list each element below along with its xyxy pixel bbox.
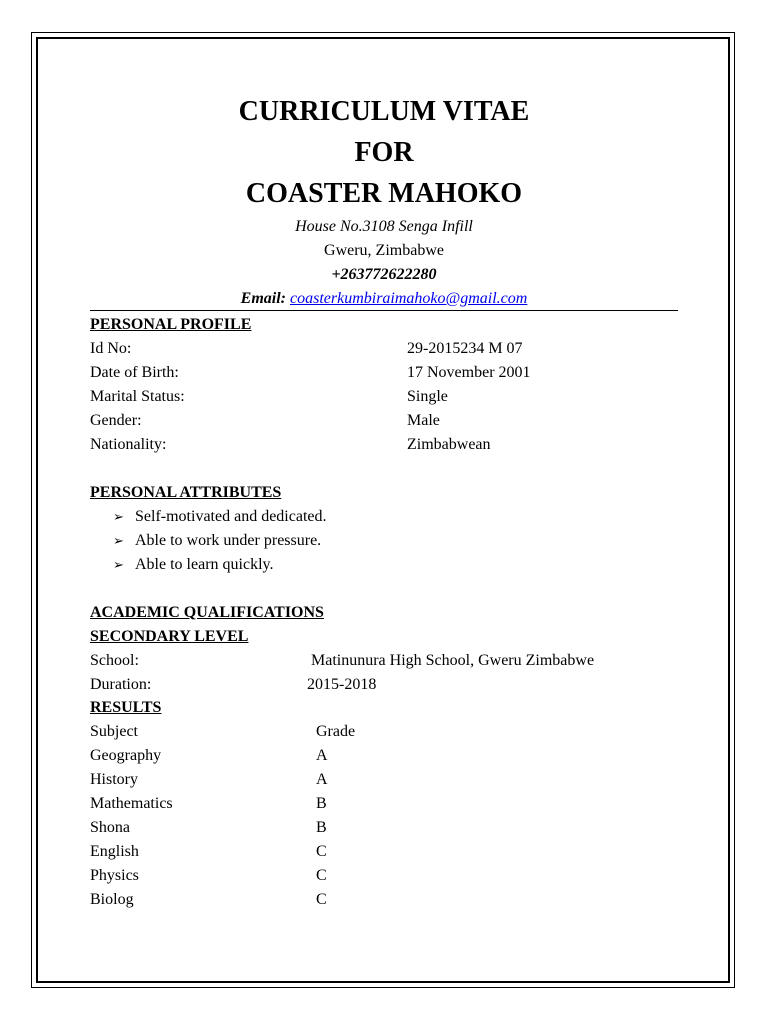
result-grade: B: [316, 819, 327, 836]
duration-label: Duration:: [90, 676, 152, 693]
result-subject: English: [90, 843, 139, 860]
result-subject: Shona: [90, 819, 130, 836]
profile-value: Single: [407, 388, 448, 405]
academic-heading: ACADEMIC QUALIFICATIONS: [90, 604, 324, 621]
result-subject: Geography: [90, 747, 162, 764]
attribute-text: Able to work under pressure.: [135, 532, 322, 549]
profile-value: 29-2015234 M 07: [407, 340, 523, 357]
phone-number: +263772622280: [331, 266, 437, 283]
result-grade: C: [316, 891, 327, 908]
address-line2: Gweru, Zimbabwe: [324, 242, 444, 259]
profile-value: 17 November 2001: [407, 364, 531, 381]
profile-value: Male: [407, 412, 440, 429]
cv-title-for: FOR: [354, 137, 414, 168]
attribute-text: Able to learn quickly.: [135, 556, 274, 573]
address-line1: House No.3108 Senga Infill: [295, 218, 473, 235]
result-grade: B: [316, 795, 327, 812]
profile-label: Nationality:: [90, 436, 167, 453]
arrow-bullet-icon: ➢: [113, 557, 124, 572]
result-grade: A: [316, 771, 328, 788]
school-label: School:: [90, 652, 139, 669]
email-label: Email:: [240, 290, 286, 307]
results-subject-header: Subject: [90, 723, 138, 740]
attribute-item: [113, 507, 326, 527]
personal-attributes-heading: PERSONAL ATTRIBUTES: [90, 484, 282, 501]
results-grade-header: Grade: [316, 723, 356, 740]
email-link[interactable]: coasterkumbiraimahoko@gmail.com: [289, 290, 528, 307]
results-heading: RESULTS: [90, 699, 162, 716]
profile-label: Gender:: [90, 412, 142, 429]
result-subject: Biolog: [90, 891, 134, 908]
school-value: Matinunura High School, Gweru Zimbabwe: [311, 652, 595, 669]
attribute-text: Self-motivated and dedicated.: [135, 508, 327, 525]
profile-label: Date of Birth:: [90, 364, 179, 381]
cv-title: CURRICULUM VITAE: [238, 96, 530, 127]
profile-value: Zimbabwean: [407, 436, 491, 453]
personal-profile-heading: PERSONAL PROFILE: [90, 316, 252, 333]
result-subject: History: [90, 771, 138, 788]
arrow-bullet-icon: ➢: [113, 533, 124, 548]
result-subject: Physics: [90, 867, 139, 884]
result-grade: C: [316, 843, 327, 860]
result-grade: C: [316, 867, 327, 884]
attribute-item: [113, 531, 321, 551]
arrow-bullet-icon: ➢: [113, 509, 124, 524]
result-grade: A: [316, 747, 328, 764]
header-divider: [90, 310, 678, 311]
duration-value: 2015-2018: [307, 676, 377, 693]
result-subject: Mathematics: [90, 795, 173, 812]
attribute-item: [113, 555, 273, 575]
cv-name: COASTER MAHOKO: [245, 178, 523, 209]
secondary-level-heading: SECONDARY LEVEL: [90, 628, 249, 645]
email-line: [0, 289, 768, 309]
profile-label: Id No:: [90, 340, 132, 357]
profile-label: Marital Status:: [90, 388, 185, 405]
